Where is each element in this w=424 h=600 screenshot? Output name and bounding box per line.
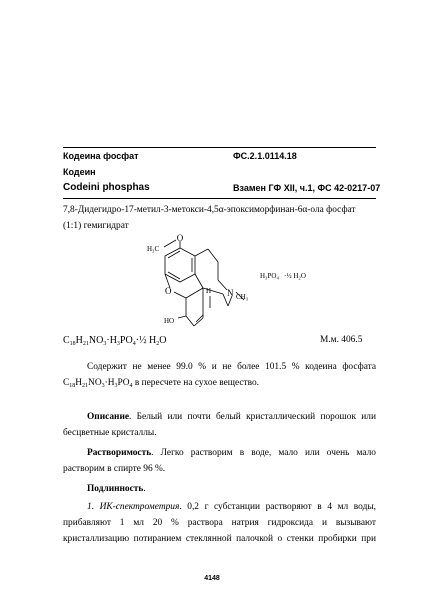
monograph-code: ФС.2.1.0114.18 — [233, 151, 297, 161]
hydrogen-label: H — [206, 287, 212, 295]
monograph-name-latin: Codeini phosphas — [63, 182, 150, 193]
codeine-structure-diagram — [128, 234, 308, 346]
description-line1: Описание. Белый или почти белый кристаллический порошок или — [87, 412, 376, 422]
methoxy-methyl-label: H₃C — [147, 245, 160, 253]
content-line1: Содержит не менее 99.0 % и не более 101.5 % кодеина фосфата — [87, 362, 376, 372]
salt-hemihydrate-label: ·½ H₂O — [284, 272, 306, 280]
header-bottom-rule — [63, 198, 376, 199]
page-number: 4148 — [204, 575, 220, 582]
chemical-name-line1: 7,8-Дидегидро-17-метил-3-метокси-4,5α-эпоксиморфинан-6α-ола фосфат — [63, 205, 356, 215]
ir-line3: кристаллизацию потиранием стеклянной палочкой о стенки пробирки при — [63, 534, 376, 544]
ir-line1: 1. ИК-спектрометрия. 0,2 г субстанции растворяют в 4 мл воды, — [87, 502, 376, 512]
monograph-name-ru: Кодеина фосфат — [63, 151, 139, 161]
nitrogen-label: N — [227, 288, 234, 298]
n-methyl-label: CH₃ — [236, 293, 249, 301]
hydroxyl-label: HO — [164, 317, 175, 325]
content-line2: $C_{18}H_{21}NO_3\cdot H_3PO_4$ в пересчете на сухое вещество. — [63, 378, 259, 389]
chemical-name-line2: (1:1) гемигидрат — [63, 221, 129, 231]
solubility-line1: Растворимость. Легко растворим в воде, мало или очень мало — [87, 448, 376, 458]
molecular-mass: М.м. 406.5 — [320, 335, 363, 345]
header-top-rule — [63, 147, 376, 148]
aromatic-ring — [165, 248, 195, 282]
ir-line2: прибавляют 1 мл 20 % раствора натрия гидроксида и вызывают — [63, 518, 376, 528]
authenticity-heading: Подлинность. — [87, 484, 146, 494]
methoxy-oxygen-label: O — [176, 234, 184, 243]
monograph-replaces: Взамен ГФ XII, ч.1, ФС 42-0217-07 — [233, 183, 381, 193]
salt-phosphoric-acid-label: H₃PO₄ — [260, 272, 279, 280]
molecular-formula: $C_{18}H_{21}NO_3\cdot H_3PO_4\cdot\frac{1}{2}$ $H_2O$ — [63, 335, 167, 347]
bridge-oxygen-label: O — [165, 286, 172, 296]
description-line2: бесцветные кристаллы. — [63, 428, 157, 438]
monograph-name-ru-short: Кодеин — [63, 167, 96, 177]
solubility-line2: растворим в спирте 96 %. — [63, 464, 166, 474]
